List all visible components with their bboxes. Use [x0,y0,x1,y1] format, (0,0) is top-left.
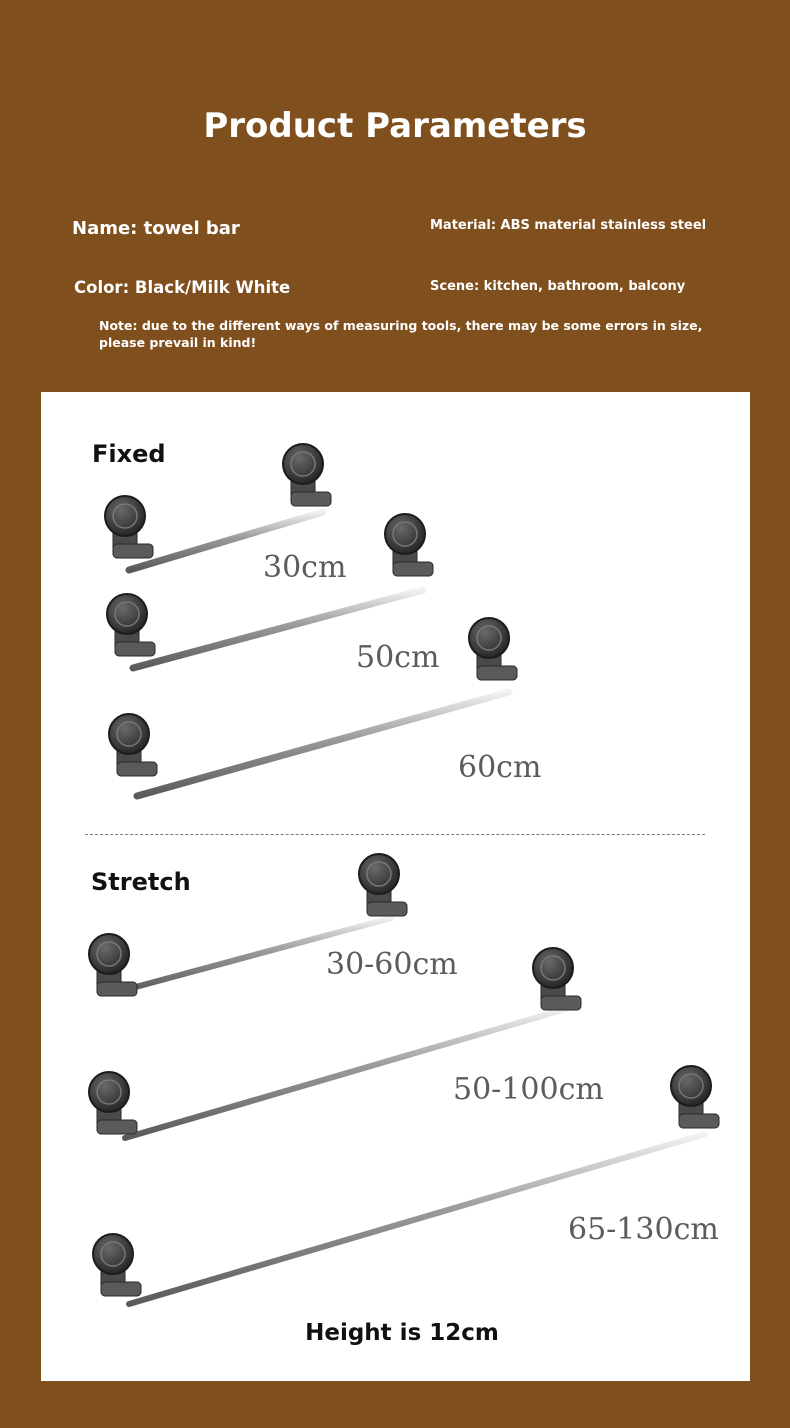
size-label: 50cm [356,640,440,675]
product-panel [41,392,750,1381]
height-note: Height is 12cm [305,1320,499,1346]
size-label: 30-60cm [326,947,458,982]
section-divider [85,834,705,835]
measurement-note: Note: due to the different ways of measuring tools, there may be some errors in size, please prevail in kind! [99,318,703,350]
param-color: Color: Black/Milk White [74,278,291,297]
stretch-bar-65-130 [93,1066,719,1304]
size-label: 30cm [263,550,347,585]
param-material: Material: ABS material stainless steel [430,218,707,233]
fixed-bar-60 [109,618,517,796]
stretch-label: Stretch [91,868,191,896]
param-name: Name: towel bar [72,218,240,239]
page-title: Product Parameters [203,106,587,146]
size-label: 65-130cm [568,1212,719,1247]
size-label: 60cm [458,750,542,785]
param-scene: Scene: kitchen, bathroom, balcony [430,279,686,294]
fixed-label: Fixed [92,440,166,468]
size-label: 50-100cm [453,1072,604,1107]
